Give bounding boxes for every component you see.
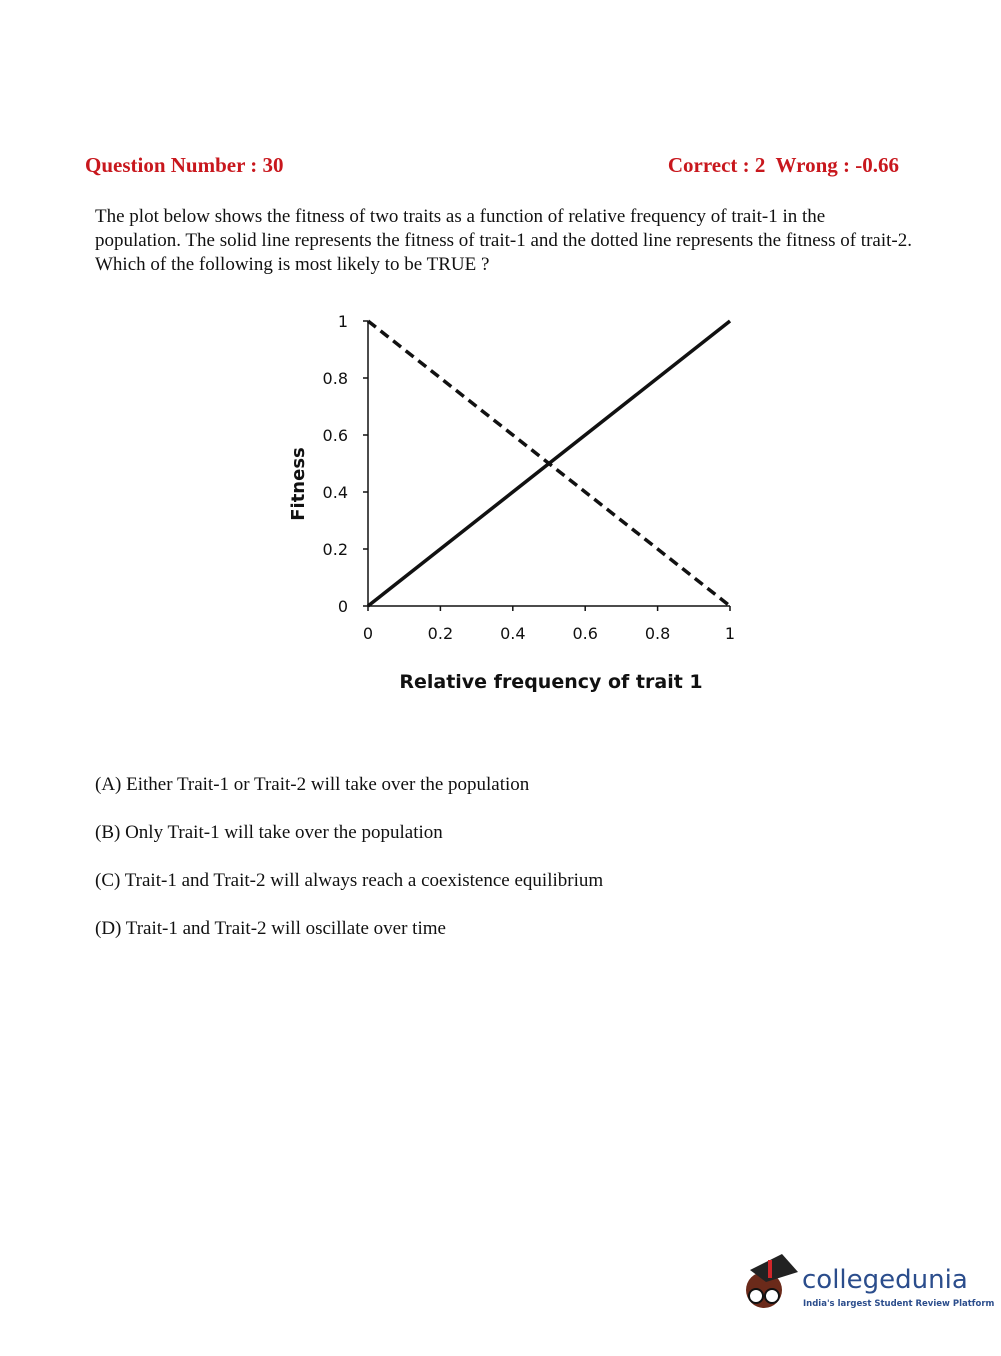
x-tick-label: 1 [724,624,736,643]
mascot-icon [742,1248,995,1328]
question-stem: The plot below shows the fitness of two traits as a function of relative frequency of trait-1 in the population. The solid line represents the fitness of trait-1 and the dotted line represents the fitness of trait-2. Which of the following is most likely to be TRUE ? [95,206,912,275]
option-d: (D) Trait-1 and Trait-2 will oscillate over time [95,918,446,939]
marking-scheme: Correct : 2 Wrong : -0.66 [667,153,899,177]
collegedunia-logo [742,1248,995,1328]
x-axis-label: Relative frequency of trait 1 [399,671,703,693]
y-tick-label: 0.8 [322,369,348,388]
y-axis-label: Fitness [288,447,309,521]
x-tick-label: 0.6 [572,624,598,643]
option-c: (C) Trait-1 and Trait-2 will always reach a coexistence equilibrium [95,870,604,891]
x-tick-label: 0.2 [427,624,454,643]
x-tick-label: 0.4 [500,624,526,643]
y-tick-label: 1 [337,312,348,331]
fitness-chart [0,290,1001,710]
y-tick-label: 0 [337,597,348,616]
option-a: (A) Either Trait-1 or Trait-2 will take over the population [95,774,530,795]
logo-wordmark: collegedunia [802,1265,968,1295]
question-number: Question Number : 30 [85,153,284,177]
option-b: (B) Only Trait-1 will take over the population [95,822,443,843]
x-tick-label: 0.8 [644,624,671,643]
y-tick-label: 0.2 [322,540,348,559]
y-tick-label: 0.4 [322,483,348,502]
logo-tagline: India's largest Student Review Platform [803,1299,995,1309]
x-tick-label: 0 [362,624,374,643]
y-tick-label: 0.6 [322,426,348,445]
